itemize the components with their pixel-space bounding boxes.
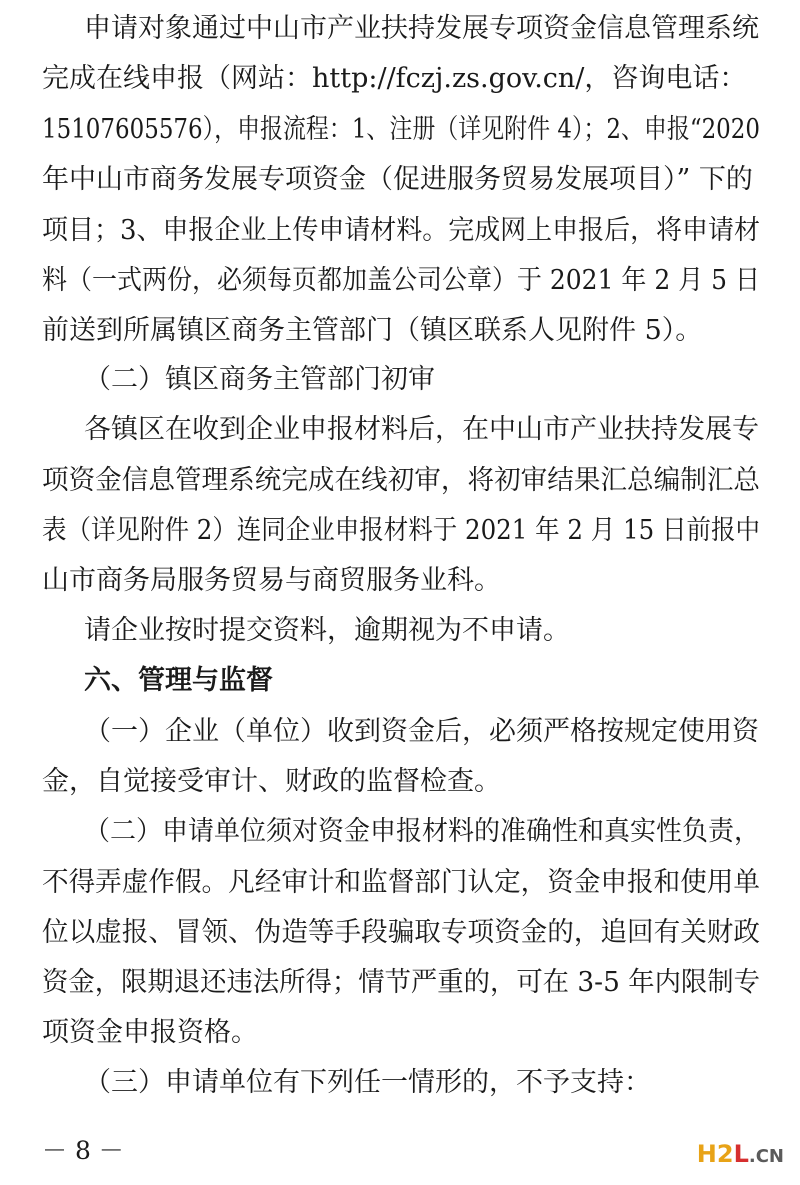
- body-line-17: [84, 815, 786, 849]
- body-line-16: [42, 765, 501, 799]
- line-text: 金，自觉接受审计、财政的监督检查。: [42, 766, 501, 797]
- watermark-l: L: [733, 1140, 749, 1168]
- line-text: 项资金申报资格。: [42, 1017, 258, 1048]
- line-text: 料（一式两份，必须每页都加盖公司公章）于 2021 年 2 月 5 日: [42, 265, 761, 296]
- line-text: 完成在线申报（网站：http://fczj.zs.gov.cn/，咨询电话：: [42, 63, 747, 94]
- section-heading-6: [84, 664, 273, 698]
- body-line-13: [84, 614, 570, 648]
- watermark-cn: CN: [755, 1146, 784, 1167]
- line-text: （二）申请单位须对资金申报材料的准确性和真实性负责，: [84, 816, 761, 847]
- line-text: （一）企业（单位）收到资金后，必须严格按规定使用资: [84, 716, 759, 747]
- line-text: 位以虚报、冒领、伪造等手段骗取专项资金的，追回有关财政: [42, 917, 760, 948]
- body-line-9: [84, 413, 759, 447]
- body-line-19: [42, 916, 771, 950]
- line-text: 15107605576），申报流程：1、注册（详见附件 4）；2、申报“2020: [42, 114, 760, 145]
- line-text: 表（详见附件 2）连同企业申报材料于 2021 年 2 月 15 日前报中: [42, 515, 760, 546]
- line-text: 申请对象通过中山市产业扶持发展专项资金信息管理系统: [84, 13, 759, 44]
- heading-text: 六、管理与监督: [84, 665, 273, 696]
- body-line-5: [42, 214, 788, 248]
- watermark-h: H: [696, 1140, 717, 1168]
- body-line-18: [42, 866, 771, 900]
- subsection-heading-2: [84, 363, 435, 397]
- body-line-7: [42, 314, 702, 348]
- line-text: （二）镇区商务主管部门初审: [84, 364, 435, 395]
- line-text: 项目；3、申报企业上传申请材料。完成网上申报后，将申请材: [42, 215, 760, 246]
- body-line-2: [42, 62, 746, 96]
- body-line-22: [84, 1066, 651, 1100]
- line-text: 项资金信息管理系统完成在线初审，将初审结果汇总编制汇总: [42, 465, 760, 496]
- line-text: 年中山市商务发展专项资金（促进服务贸易发展项目）” 下的: [42, 164, 753, 195]
- page-number: － 8 －: [42, 1136, 124, 1165]
- body-line-20: [42, 966, 778, 1000]
- body-line-4: [42, 163, 753, 197]
- line-text: 不得弄虚作假。凡经审计和监督部门认定，资金申报和使用单: [42, 867, 760, 898]
- watermark-dot: .: [748, 1146, 756, 1167]
- line-text: 前送到所属镇区商务主管部门（镇区联系人见附件 5）。: [42, 315, 703, 346]
- body-line-3: [42, 113, 800, 147]
- line-text: 请企业按时提交资料，逾期视为不申请。: [84, 615, 570, 646]
- body-line-11: [42, 514, 800, 548]
- body-line-12: [42, 564, 501, 598]
- watermark-2: 2: [716, 1140, 734, 1168]
- line-text: 各镇区在收到企业申报材料后，在中山市产业扶持发展专: [84, 414, 759, 445]
- body-line-10: [42, 464, 771, 498]
- body-line-21: [42, 1016, 258, 1050]
- body-line-1: [84, 12, 760, 46]
- site-watermark-logo: [697, 1140, 784, 1171]
- line-text: 山市商务局服务贸易与商贸服务业科。: [42, 565, 501, 596]
- line-text: 资金，限期退还违法所得；情节严重的，可在 3-5 年内限制专: [42, 967, 761, 998]
- body-line-6: [42, 264, 800, 298]
- body-line-15: [84, 715, 759, 749]
- line-text: （三）申请单位有下列任一情形的，不予支持：: [84, 1067, 651, 1098]
